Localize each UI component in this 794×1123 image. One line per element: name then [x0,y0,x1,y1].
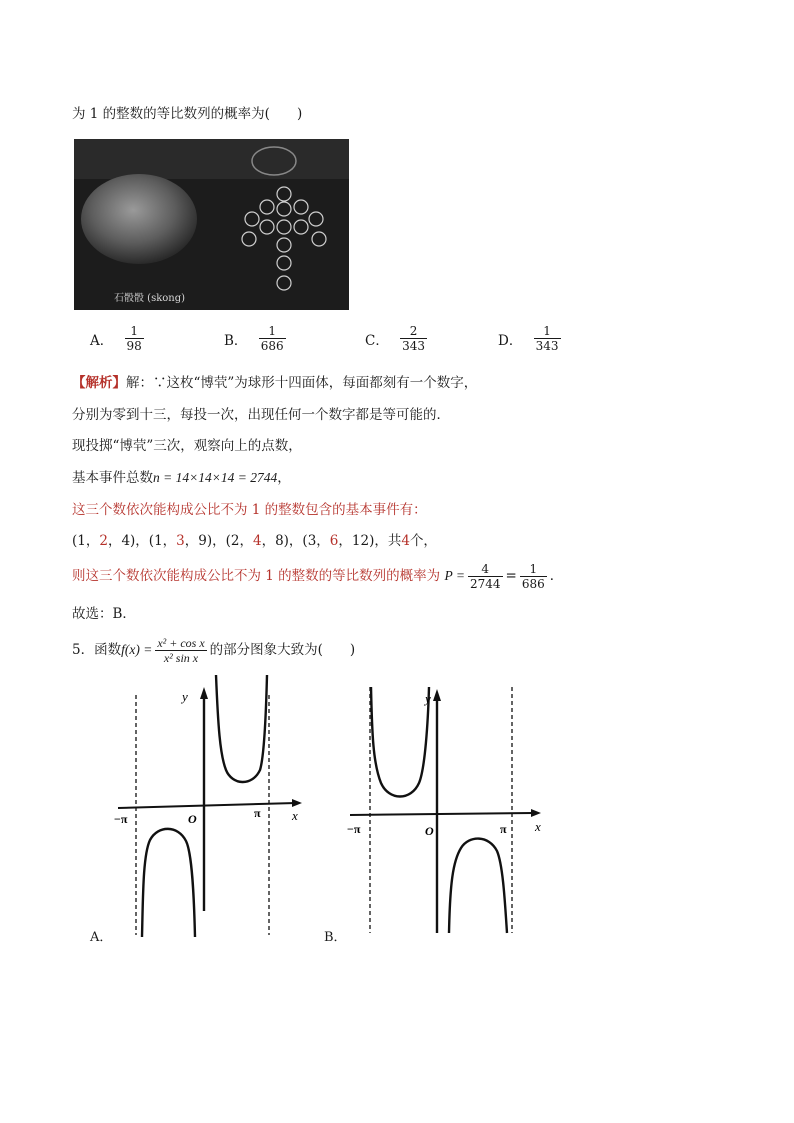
analysis-tag: 【解析】 [72,375,126,391]
tuple-part: ，4)，(1， [107,533,177,549]
function-symbol: f(x) = [121,642,153,657]
tuple-part: (1， [72,533,100,549]
pi-label: π [500,822,507,836]
x-label: x [292,808,298,823]
analysis-line-3: 现投掷“博茕”三次，观察向上的点数， [72,438,302,454]
graph-a-label: A． [90,930,113,945]
y-axis-arrow [200,687,208,699]
option-d-letter: D． [498,332,523,349]
y-label: y [425,691,431,706]
neg-pi-label: −π [347,822,361,836]
origin-label: O [188,812,197,826]
tuple-highlight: 3 [176,533,185,549]
probability-numerator-2: 1 [520,562,547,577]
option-a [90,324,147,353]
option-b-denominator: 686 [260,339,284,353]
x-label: x [535,819,541,834]
y-axis-arrow [433,689,441,701]
graph-a [112,675,312,941]
option-a-denominator: 98 [126,339,142,353]
origin-label: O [425,824,434,838]
tuple-part: ，12)，共 [338,533,402,549]
curve-right-branch [449,839,507,933]
question-5 [72,636,355,665]
dice-photo [74,139,349,310]
graph-b-label: B． [324,930,347,945]
curve-right-branch [216,675,267,782]
probability-numerator-1: 4 [468,562,503,577]
x-axis [350,813,533,815]
analysis-line-1 [72,371,477,391]
analysis-text-1: 解：∵这枚“博茕”为球形十四面体，每面都刻有一个数字， [126,375,478,391]
graph-b-plot [345,683,550,935]
option-b [224,324,289,353]
dice-photo-illustration [74,139,349,310]
tuple-highlight: 4 [252,533,262,549]
option-a-numerator: 1 [125,324,144,339]
neg-pi-label: −π [114,812,128,826]
sample-space-formula: n = 14×14×14 = 2744 [153,470,278,485]
tuple-highlight: 6 [329,533,339,549]
tuple-highlight: 2 [99,533,108,549]
curve-left-branch [371,687,429,797]
option-d [498,324,564,353]
probability-symbol: P = [444,568,465,583]
function-numerator: x² + cos x [157,636,205,650]
tuple-part: ，9)，(2， [184,533,253,549]
x-axis-arrow [292,799,302,807]
analysis-line-7 [72,562,563,591]
option-c [365,324,430,353]
question-5-suffix: 的部分图象大致为( ) [209,642,356,658]
option-c-denominator: 343 [402,339,426,353]
y-label: y [182,689,188,704]
question-4-tail: 为 1 的整数的等比数列的概率为( ) [72,106,303,122]
probability-denominator-1: 2744 [469,577,501,591]
analysis-tuples [72,529,437,549]
question-5-prefix: 5．函数 [72,642,122,658]
probability-text: 则这三个数依次能构成公比不为 1 的整数的等比数列的概率为 [72,568,441,584]
probability-denominator-2: 686 [521,577,545,591]
answer-line: 故选：B． [72,606,136,622]
tuple-part: ，8)，(3， [261,533,330,549]
option-b-letter: B． [224,332,248,349]
curve-left-branch [142,829,195,937]
analysis-line-7-end: ． [549,568,564,584]
function-denominator: x² sin x [163,651,199,665]
option-c-letter: C． [365,332,389,349]
equals-sign: = [505,568,517,584]
x-axis-arrow [531,809,541,817]
analysis-line-2: 分别为零到十三，每投一次，出现任何一个数字都是等可能的． [72,407,450,423]
analysis-line-5: 这三个数依次能构成公比不为 1 的整数包含的基本事件有： [72,502,427,518]
analysis-line-4-suffix: ， [277,470,291,486]
option-a-letter: A． [90,332,114,349]
pi-label: π [254,806,261,820]
option-c-numerator: 2 [400,324,427,339]
option-d-numerator: 1 [534,324,561,339]
analysis-line-4-prefix: 基本事件总数 [72,470,153,486]
tuple-part: 个， [409,533,437,549]
option-d-denominator: 343 [535,339,559,353]
option-b-numerator: 1 [259,324,286,339]
analysis-line-4 [72,466,291,486]
graph-a-plot [112,675,312,937]
photo-caption: 石骰骰 (skong) [114,293,186,304]
graph-b [345,683,550,939]
tuple-count: 4 [401,533,410,549]
